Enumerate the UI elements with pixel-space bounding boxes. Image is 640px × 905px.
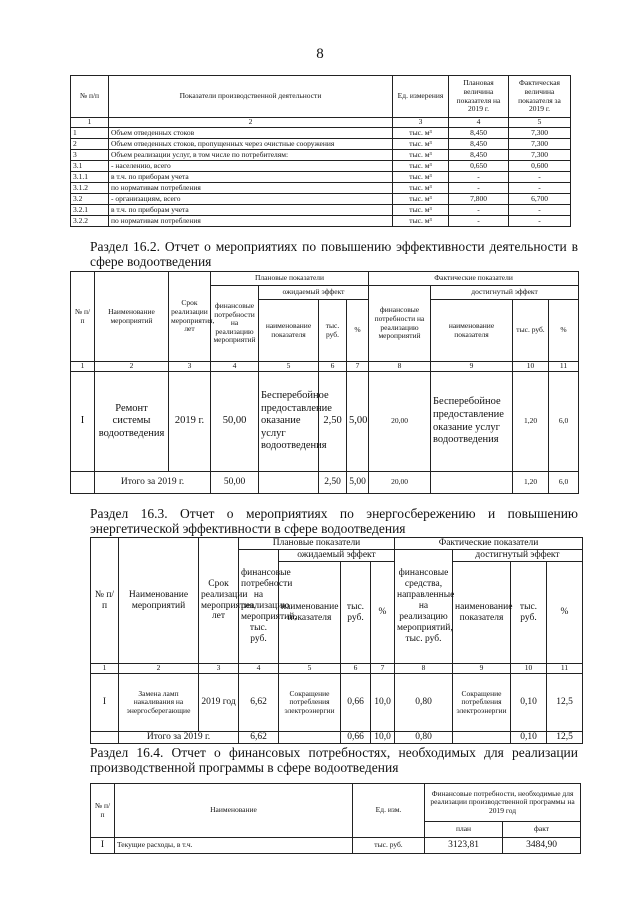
total-expected-thous: 0,66 bbox=[341, 732, 371, 744]
header-term: Срок реализации мероприятия, лет bbox=[199, 538, 239, 664]
row-fact-value: 7,300 bbox=[509, 128, 571, 139]
row-unit: тыс. м³ bbox=[393, 216, 449, 227]
col-header-fact: Фактическая величина показателя за 2019 г. bbox=[509, 76, 571, 118]
financial-needs-table bbox=[90, 783, 581, 854]
header-thous-rub: тыс. руб. bbox=[513, 300, 549, 362]
row-unit: тыс. м³ bbox=[393, 128, 449, 139]
header-achieved-effect: достигнутый эффект bbox=[431, 286, 579, 300]
measure-name: Замена ламп накаливания на энергосберегающие bbox=[119, 674, 199, 732]
row-fact-value: - bbox=[509, 183, 571, 194]
expected-indicator: Бесперебойное предоставление оказание услуг водоотведения bbox=[259, 372, 319, 472]
col-number: 11 bbox=[547, 664, 583, 674]
row-num: 3.1.1 bbox=[71, 172, 109, 183]
col-header-indicator: Показатели производственной деятельности bbox=[109, 76, 393, 118]
row-plan-value: 3123,81 bbox=[425, 838, 503, 854]
header-pct: % bbox=[371, 562, 395, 664]
header-plan: план bbox=[425, 822, 503, 838]
header-plan-group: Плановые показатели bbox=[211, 272, 369, 286]
row-unit: тыс. м³ bbox=[393, 172, 449, 183]
header-thous-rub: тыс. руб. bbox=[341, 562, 371, 664]
col-header-unit: Ед. измерения bbox=[393, 76, 449, 118]
total-achieved-pct: 12,5 bbox=[547, 732, 583, 744]
header-name: Наименование мероприятий bbox=[95, 272, 169, 362]
row-unit: тыс. м³ bbox=[393, 205, 449, 216]
expected-pct: 10,0 bbox=[371, 674, 395, 732]
row-unit: тыс. м³ bbox=[393, 183, 449, 194]
header-name: Наименование bbox=[115, 784, 353, 838]
achieved-pct: 12,5 bbox=[547, 674, 583, 732]
header-fact: факт bbox=[503, 822, 581, 838]
row-name: Текущие расходы, в т.ч. bbox=[115, 838, 353, 854]
header-thous-rub: тыс. руб. bbox=[511, 562, 547, 664]
col-number: 3 bbox=[199, 664, 239, 674]
col-number: 1 bbox=[71, 362, 95, 372]
total-fin-fact: 0,80 bbox=[395, 732, 453, 744]
row-num: 2 bbox=[71, 139, 109, 150]
section-16-3-heading: Раздел 16.3. Отчет о мероприятиях по энергосбережению и повышению энергетической эффективности в сфере водоотведения bbox=[90, 506, 578, 536]
col-number: 11 bbox=[549, 362, 579, 372]
header-num: № п/ п bbox=[71, 272, 95, 362]
achieved-thous: 0,10 bbox=[511, 674, 547, 732]
header-fact-group: Фактические показатели bbox=[395, 538, 583, 550]
row-fact-value: - bbox=[509, 216, 571, 227]
row-num: 3.2.1 bbox=[71, 205, 109, 216]
col-number: 2 bbox=[119, 664, 199, 674]
table-row bbox=[71, 183, 571, 194]
table-row bbox=[71, 128, 571, 139]
header-num: № п/п bbox=[91, 538, 119, 664]
col-number: 6 bbox=[341, 664, 371, 674]
header-indicator-name: наименование показателя bbox=[431, 300, 513, 362]
total-label: Итого за 2019 г. bbox=[95, 472, 211, 494]
total-fin-fact: 20,00 bbox=[369, 472, 431, 494]
row-plan-value: 8,450 bbox=[449, 128, 509, 139]
total-achieved-thous: 0,10 bbox=[511, 732, 547, 744]
header-pct: % bbox=[549, 300, 579, 362]
row-indicator: по нормативам потребления bbox=[109, 183, 393, 194]
measure-term: 2019 г. bbox=[169, 372, 211, 472]
total-fin-plan: 50,00 bbox=[211, 472, 259, 494]
row-fact-value: 7,300 bbox=[509, 139, 571, 150]
table-row bbox=[71, 205, 571, 216]
row-num: I bbox=[91, 838, 115, 854]
col-header-num: № п/п bbox=[71, 76, 109, 118]
measure-name: Ремонт системы водоотведения bbox=[95, 372, 169, 472]
header-indicator-name: наименование показателя bbox=[453, 562, 511, 664]
row-num: 1 bbox=[71, 128, 109, 139]
row-plan-value: - bbox=[449, 216, 509, 227]
header-fact-group: Фактические показатели bbox=[369, 272, 579, 286]
row-num: 3 bbox=[71, 150, 109, 161]
row-indicator: в т.ч. по приборам учета bbox=[109, 172, 393, 183]
row-indicator: Объем реализации услуг, в том числе по потребителям: bbox=[109, 150, 393, 161]
total-achieved-thous: 1,20 bbox=[513, 472, 549, 494]
header-pct: % bbox=[347, 300, 369, 362]
table-row bbox=[71, 161, 571, 172]
production-indicators-table bbox=[70, 75, 571, 227]
row-unit: тыс. м³ bbox=[393, 150, 449, 161]
header-fin-plan: финансовые потребности на реализацию мероприятий, тыс. руб. bbox=[239, 550, 279, 664]
header-fin-fact: финансовые потребности на реализацию мероприятий bbox=[369, 286, 431, 362]
row-fact-value: 0,600 bbox=[509, 161, 571, 172]
col-number: 5 bbox=[279, 664, 341, 674]
header-fin-plan: финансовые потребности на реализацию мероприятий bbox=[211, 286, 259, 362]
row-plan-value: - bbox=[449, 183, 509, 194]
row-num: I bbox=[71, 372, 95, 472]
section-16-4-heading: Раздел 16.4. Отчет о финансовых потребностях, необходимых для реализации производственной программы в сфере водоотведения bbox=[90, 745, 578, 775]
achieved-thous: 1,20 bbox=[513, 372, 549, 472]
section-16-2-heading: Раздел 16.2. Отчет о мероприятиях по повышению эффективности деятельности в сфере водоотведения bbox=[90, 239, 578, 269]
row-indicator: - населению, всего bbox=[109, 161, 393, 172]
expected-pct: 5,00 bbox=[347, 372, 369, 472]
col-number: 10 bbox=[511, 664, 547, 674]
row-num: 3.2.2 bbox=[71, 216, 109, 227]
col-number: 3 bbox=[169, 362, 211, 372]
energy-saving-measures-table bbox=[90, 537, 583, 744]
header-indicator-name: наименование показателя bbox=[279, 562, 341, 664]
header-num: № п/п bbox=[91, 784, 115, 838]
row-unit: тыс. м³ bbox=[393, 194, 449, 205]
row-fact-value: - bbox=[509, 205, 571, 216]
total-expected-thous: 2,50 bbox=[319, 472, 347, 494]
fin-fact-value: 20,00 bbox=[369, 372, 431, 472]
col-number: 5 bbox=[259, 362, 319, 372]
col-number: 2 bbox=[109, 118, 393, 128]
col-number: 8 bbox=[395, 664, 453, 674]
col-number: 2 bbox=[95, 362, 169, 372]
row-plan-value: 8,450 bbox=[449, 150, 509, 161]
measure-term: 2019 год bbox=[199, 674, 239, 732]
header-achieved-effect: достигнутый эффект bbox=[453, 550, 583, 562]
header-expected-effect: ожидаемый эффект bbox=[279, 550, 395, 562]
row-indicator: Объем отведенных стоков bbox=[109, 128, 393, 139]
col-number: 6 bbox=[319, 362, 347, 372]
col-number: 4 bbox=[211, 362, 259, 372]
efficiency-measures-table bbox=[70, 271, 579, 494]
row-fact-value: 7,300 bbox=[509, 150, 571, 161]
col-number: 9 bbox=[453, 664, 511, 674]
row-plan-value: 0,650 bbox=[449, 161, 509, 172]
col-number: 9 bbox=[431, 362, 513, 372]
row-num: I bbox=[91, 674, 119, 732]
row-num: 3.1.2 bbox=[71, 183, 109, 194]
achieved-pct: 6,0 bbox=[549, 372, 579, 472]
expected-indicator: Сокращение потребления электроэнергии bbox=[279, 674, 341, 732]
col-number: 1 bbox=[91, 664, 119, 674]
row-plan-value: 7,800 bbox=[449, 194, 509, 205]
row-num: 3.1 bbox=[71, 161, 109, 172]
total-fin-plan: 6,62 bbox=[239, 732, 279, 744]
row-num: 3.2 bbox=[71, 194, 109, 205]
header-thous-rub: тыс. руб. bbox=[319, 300, 347, 362]
col-number: 8 bbox=[369, 362, 431, 372]
total-expected-pct: 10,0 bbox=[371, 732, 395, 744]
header-pct: % bbox=[547, 562, 583, 664]
fin-plan-value: 50,00 bbox=[211, 372, 259, 472]
page-number: 8 bbox=[316, 46, 324, 62]
row-indicator: в т.ч. по приборам учета bbox=[109, 205, 393, 216]
table-row bbox=[71, 172, 571, 183]
table-row bbox=[71, 139, 571, 150]
expected-thous: 2,50 bbox=[319, 372, 347, 472]
table-row bbox=[71, 216, 571, 227]
header-term: Срок реализации мероприятия, лет bbox=[169, 272, 211, 362]
row-fact-value: 6,700 bbox=[509, 194, 571, 205]
col-header-plan: Плановая величина показателя на 2019 г. bbox=[449, 76, 509, 118]
header-unit: Ед. изм. bbox=[353, 784, 425, 838]
header-plan-group: Плановые показатели bbox=[239, 538, 395, 550]
row-indicator: по нормативам потребления bbox=[109, 216, 393, 227]
row-plan-value: 8,450 bbox=[449, 139, 509, 150]
row-plan-value: - bbox=[449, 205, 509, 216]
col-number: 5 bbox=[509, 118, 571, 128]
total-label: Итого за 2019 г. bbox=[119, 732, 239, 744]
row-fact-value: - bbox=[509, 172, 571, 183]
table-row bbox=[71, 194, 571, 205]
col-number: 4 bbox=[239, 664, 279, 674]
row-unit: тыс. м³ bbox=[393, 139, 449, 150]
col-number: 4 bbox=[449, 118, 509, 128]
col-number: 10 bbox=[513, 362, 549, 372]
row-unit: тыс. м³ bbox=[393, 161, 449, 172]
row-fact-value: 3484,90 bbox=[503, 838, 581, 854]
row-indicator: Объем отведенных стоков, пропущенных через очистные сооружения bbox=[109, 139, 393, 150]
table-row bbox=[71, 150, 571, 161]
col-number: 3 bbox=[393, 118, 449, 128]
header-fin-fact: финансовые средства, направленные на реализацию мероприятий, тыс. руб. bbox=[395, 550, 453, 664]
header-indicator-name: наименование показателя bbox=[259, 300, 319, 362]
row-plan-value: - bbox=[449, 172, 509, 183]
col-number: 7 bbox=[347, 362, 369, 372]
achieved-indicator: Бесперебойное предоставление оказание услуг водоотведения bbox=[431, 372, 513, 472]
header-name: Наименование мероприятий bbox=[119, 538, 199, 664]
total-expected-pct: 5,00 bbox=[347, 472, 369, 494]
col-number: 1 bbox=[71, 118, 109, 128]
achieved-indicator: Сокращение потребления электроэнергии bbox=[453, 674, 511, 732]
row-indicator: - организациям, всего bbox=[109, 194, 393, 205]
header-financial-needs: Финансовые потребности, необходимые для реализации производственной программы на 2019 год bbox=[425, 784, 581, 822]
row-unit: тыс. руб. bbox=[353, 838, 425, 854]
header-expected-effect: ожидаемый эффект bbox=[259, 286, 369, 300]
fin-plan-value: 6,62 bbox=[239, 674, 279, 732]
fin-fact-value: 0,80 bbox=[395, 674, 453, 732]
expected-thous: 0,66 bbox=[341, 674, 371, 732]
total-achieved-pct: 6,0 bbox=[549, 472, 579, 494]
col-number: 7 bbox=[371, 664, 395, 674]
